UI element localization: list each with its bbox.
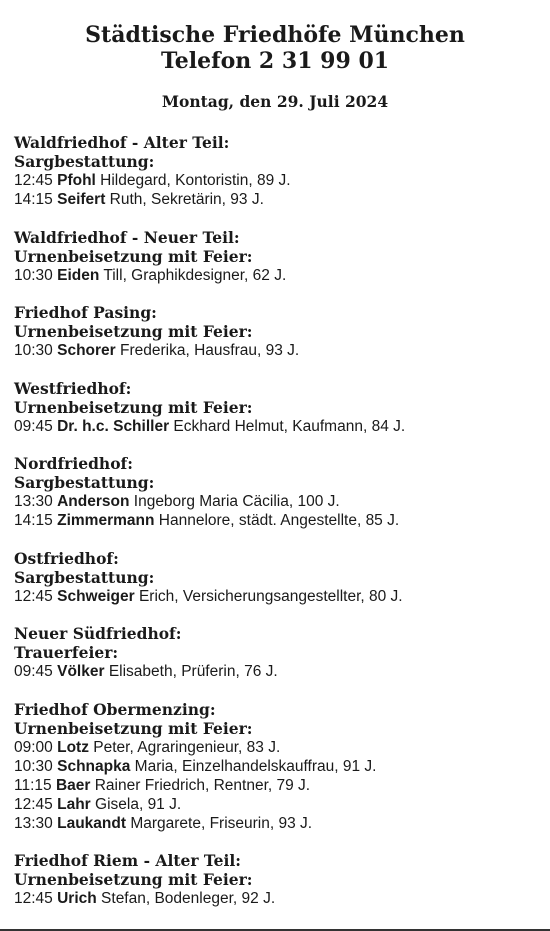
entry-details: Rainer Friedrich, Rentner, 79 J. xyxy=(94,776,311,794)
notice-title: Städtische Friedhöfe München xyxy=(85,22,465,48)
funeral-entry xyxy=(14,171,542,190)
entry-time: 10:30 xyxy=(14,757,53,775)
ceremony-type: Urnenbeisetzung mit Feier: xyxy=(14,397,253,417)
entry-surname: Lotz xyxy=(57,738,89,756)
funeral-entry xyxy=(14,738,542,757)
cemetery-name: Westfriedhof: xyxy=(14,378,132,398)
entry-surname: Schorer xyxy=(57,342,116,359)
funeral-entry xyxy=(14,757,542,776)
funeral-entry xyxy=(14,776,542,795)
entry-surname: Anderson xyxy=(57,493,130,510)
funeral-entry xyxy=(14,889,542,908)
cemetery-section xyxy=(14,379,542,436)
entry-details: Ruth, Sekretärin, 93 J. xyxy=(109,191,264,208)
entry-time: 11:15 xyxy=(14,776,52,794)
cemetery-name: Nordfriedhof: xyxy=(14,454,133,473)
entry-time: 14:15 xyxy=(14,191,53,208)
entry-details: Peter, Agraringenieur, 83 J. xyxy=(93,738,281,756)
cemetery-section xyxy=(14,303,542,360)
funeral-entry xyxy=(14,417,542,436)
entry-details: Maria, Einzelhandelskauffrau, 91 J. xyxy=(134,757,377,775)
entry-details: Hildegard, Kontoristin, 89 J. xyxy=(100,172,291,189)
entry-time: 09:45 xyxy=(14,663,53,680)
cemetery-section xyxy=(14,133,542,209)
entry-details: Hannelore, städt. Angestellte, 85 J. xyxy=(158,512,400,529)
entry-time: 10:30 xyxy=(14,266,53,284)
cemetery-name: Friedhof Riem - Alter Teil: xyxy=(14,851,242,870)
notice-date: Montag, den 29. Juli 2024 xyxy=(161,92,389,111)
ceremony-type: Urnenbeisetzung mit Feier: xyxy=(14,870,253,889)
entry-time: 12:45 xyxy=(14,795,53,813)
entry-details: Ingeborg Maria Cäcilia, 100 J. xyxy=(133,493,340,510)
funeral-entry xyxy=(14,511,542,530)
entry-time: 09:45 xyxy=(14,417,53,435)
entry-time: 13:30 xyxy=(14,814,53,832)
entry-details: Elisabeth, Prüferin, 76 J. xyxy=(108,663,278,680)
funeral-entry xyxy=(14,190,542,209)
entry-time: 14:15 xyxy=(14,512,53,529)
funeral-entry xyxy=(14,587,542,606)
entry-time: 12:45 xyxy=(14,172,53,189)
funeral-entry xyxy=(14,795,542,814)
entry-surname: Völker xyxy=(57,663,105,680)
entry-surname: Dr. h.c. Schiller xyxy=(57,417,170,435)
cemetery-section xyxy=(14,700,542,833)
entry-surname: Schweiger xyxy=(57,587,135,605)
entry-time: 12:45 xyxy=(14,890,53,907)
cemetery-section xyxy=(14,851,542,908)
cemetery-section xyxy=(14,228,542,285)
entry-surname: Baer xyxy=(55,776,91,794)
ceremony-type: Sargbestattung: xyxy=(14,567,155,587)
entry-surname: Seifert xyxy=(57,191,106,208)
cemetery-section xyxy=(14,454,542,530)
ceremony-type: Sargbestattung: xyxy=(14,152,155,171)
funeral-entry xyxy=(14,814,542,833)
funeral-entry xyxy=(14,492,542,511)
cemetery-name: Ostfriedhof: xyxy=(14,548,119,568)
funeral-entry xyxy=(14,266,542,285)
entry-surname: Pfohl xyxy=(57,172,96,189)
entry-details: Eckhard Helmut, Kaufmann, 84 J. xyxy=(173,417,406,435)
cemetery-name: Friedhof Obermenzing: xyxy=(14,699,216,719)
cemetery-section xyxy=(14,624,542,681)
cemetery-name: Friedhof Pasing: xyxy=(14,303,157,322)
ceremony-type: Trauerfeier: xyxy=(14,643,119,662)
notice-phone: Telefon 2 31 99 01 xyxy=(160,48,390,74)
cemetery-section xyxy=(14,549,542,606)
entry-surname: Zimmermann xyxy=(57,512,155,529)
entry-surname: Lahr xyxy=(57,795,91,813)
entry-surname: Schnapka xyxy=(57,757,131,775)
entry-details: Frederika, Hausfrau, 93 J. xyxy=(120,342,300,359)
entry-details: Till, Graphikdesigner, 62 J. xyxy=(103,266,287,284)
notice-header xyxy=(0,0,550,112)
funeral-entry xyxy=(14,341,542,360)
cemetery-name: Waldfriedhof - Alter Teil: xyxy=(14,133,230,152)
entry-details: Stefan, Bodenleger, 92 J. xyxy=(101,890,276,907)
cemetery-list xyxy=(14,133,542,908)
ceremony-type: Sargbestattung: xyxy=(14,473,155,492)
cemetery-name: Neuer Südfriedhof: xyxy=(14,624,182,643)
entry-time: 10:30 xyxy=(14,342,53,359)
funeral-entry xyxy=(14,662,542,681)
entry-time: 09:00 xyxy=(14,738,53,756)
ceremony-type: Urnenbeisetzung mit Feier: xyxy=(14,246,253,266)
entry-surname: Urich xyxy=(57,890,97,907)
entry-details: Erich, Versicherungsangestellter, 80 J. xyxy=(138,587,403,605)
cemetery-name: Waldfriedhof - Neuer Teil: xyxy=(14,227,240,247)
entry-time: 13:30 xyxy=(14,493,53,510)
entry-time: 12:45 xyxy=(14,587,53,605)
entry-details: Gisela, 91 J. xyxy=(95,795,182,813)
entry-surname: Laukandt xyxy=(57,814,127,832)
entry-surname: Eiden xyxy=(57,266,100,284)
entry-details: Margarete, Friseurin, 93 J. xyxy=(130,814,313,832)
ceremony-type: Urnenbeisetzung mit Feier: xyxy=(14,322,253,341)
ceremony-type: Urnenbeisetzung mit Feier: xyxy=(14,718,253,738)
